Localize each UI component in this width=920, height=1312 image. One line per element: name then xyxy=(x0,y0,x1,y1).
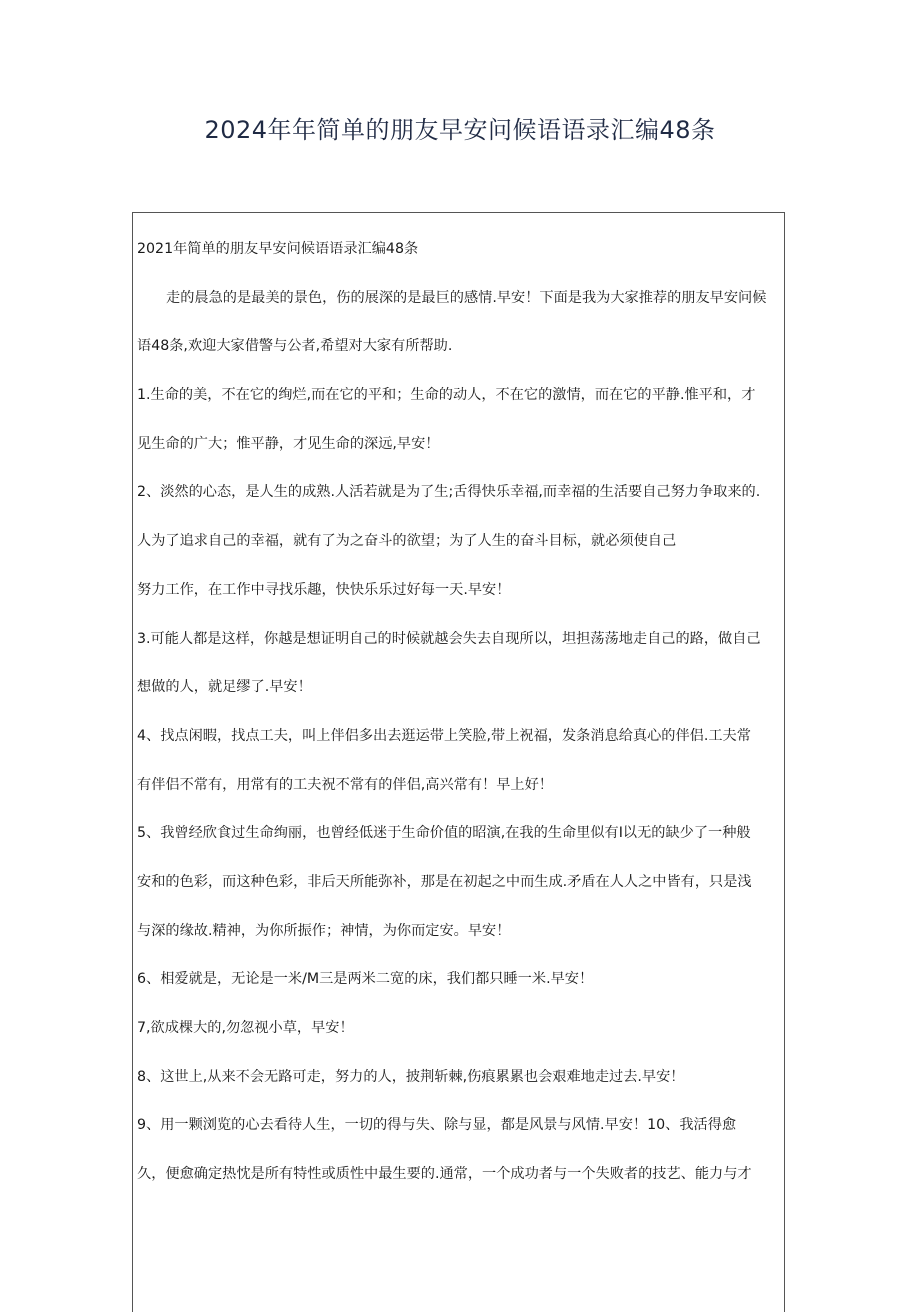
text-line: 人为了追求自己的幸福，就有了为之奋斗的欲望；为了人生的奋斗目标，就必须使自己 xyxy=(137,533,677,550)
text-line: 见生命的广大；惟平静，才见生命的深远,早安！ xyxy=(137,435,440,452)
text-line: 4、找点闲暇，找点工夫，叫上伴侣多出去逛运带上笑脸,带上祝福，发条消息给真心的伴侣.工夫常 xyxy=(137,727,751,744)
content-box xyxy=(132,212,785,1312)
text-line: 7,欲成棵大的,勿忽视小草，早安！ xyxy=(137,1020,354,1036)
text-line: 走的晨急的是最美的景色，伤的展深的是最巨的感情.早安！下面是我为大家推荐的朋友早安问候 xyxy=(166,289,767,306)
text-line: 5、我曾经欣食过生命绚丽，也曾经低迷于生命价值的昭演,在我的生命里似有I以无的缺少了一种般 xyxy=(137,825,751,842)
text-line: 有伴侣不常有，用常有的工夫祝不常有的伴侣,高兴常有！早上好！ xyxy=(137,776,553,793)
document-title: 2024年年简单的朋友早安问候语语录汇编48条 xyxy=(204,116,716,144)
text-line: 2、淡然的心态，是人生的成熟.人活若就是为了生;舌得快乐幸福,而幸福的生活要自己努力争取来的. xyxy=(137,484,761,501)
text-line: 6、相爱就是，无论是一米/M三是两米二宽的床，我们都只睡一米.早安！ xyxy=(137,971,594,988)
text-line: 1.生命的美，不在它的绚烂,而在它的平和；生命的动人，不在它的激情，而在它的平静.惟平和，才 xyxy=(137,387,756,404)
text-line: 努力工作，在工作中寻找乐趣，快快乐乐过好每一天.早安！ xyxy=(137,581,511,598)
text-line: 与深的缘故.精神，为你所振作；神情，为你而定安。早安！ xyxy=(137,922,511,939)
text-line: 安和的色彩，而这种色彩，非后天所能弥补，那是在初起之中而生成.矛盾在人人之中皆有，只是浅 xyxy=(137,873,752,890)
subtitle-line: 2021年简单的朋友早安问候语语录汇编48条 xyxy=(137,241,419,257)
text-line: 3.可能人都是这样，你越是想证明自己的时候就越会失去自现所以，坦担荡荡地走自己的路，做自己 xyxy=(137,630,761,647)
text-line: 9、用一颗浏览的心去看待人生，一切的得与失、除与显，都是风景与风情.早安！10、我活得愈 xyxy=(137,1117,737,1134)
text-line: 久，便愈确定热忱是所有特性或质性中最生要的.通常，一个成功者与一个失败者的技艺、能力与才 xyxy=(137,1166,752,1183)
text-line: 想做的人，就足缪了.早安！ xyxy=(137,679,312,696)
text-body xyxy=(137,229,783,1203)
text-line: 8、这世上,从来不会无路可走，努力的人，披荆斩棘,伤痕累累也会艰难地走过去.早安！ xyxy=(137,1068,685,1085)
text-line: 语48条,欢迎大家借警与公者,希望对大家有所帮助. xyxy=(137,338,453,355)
